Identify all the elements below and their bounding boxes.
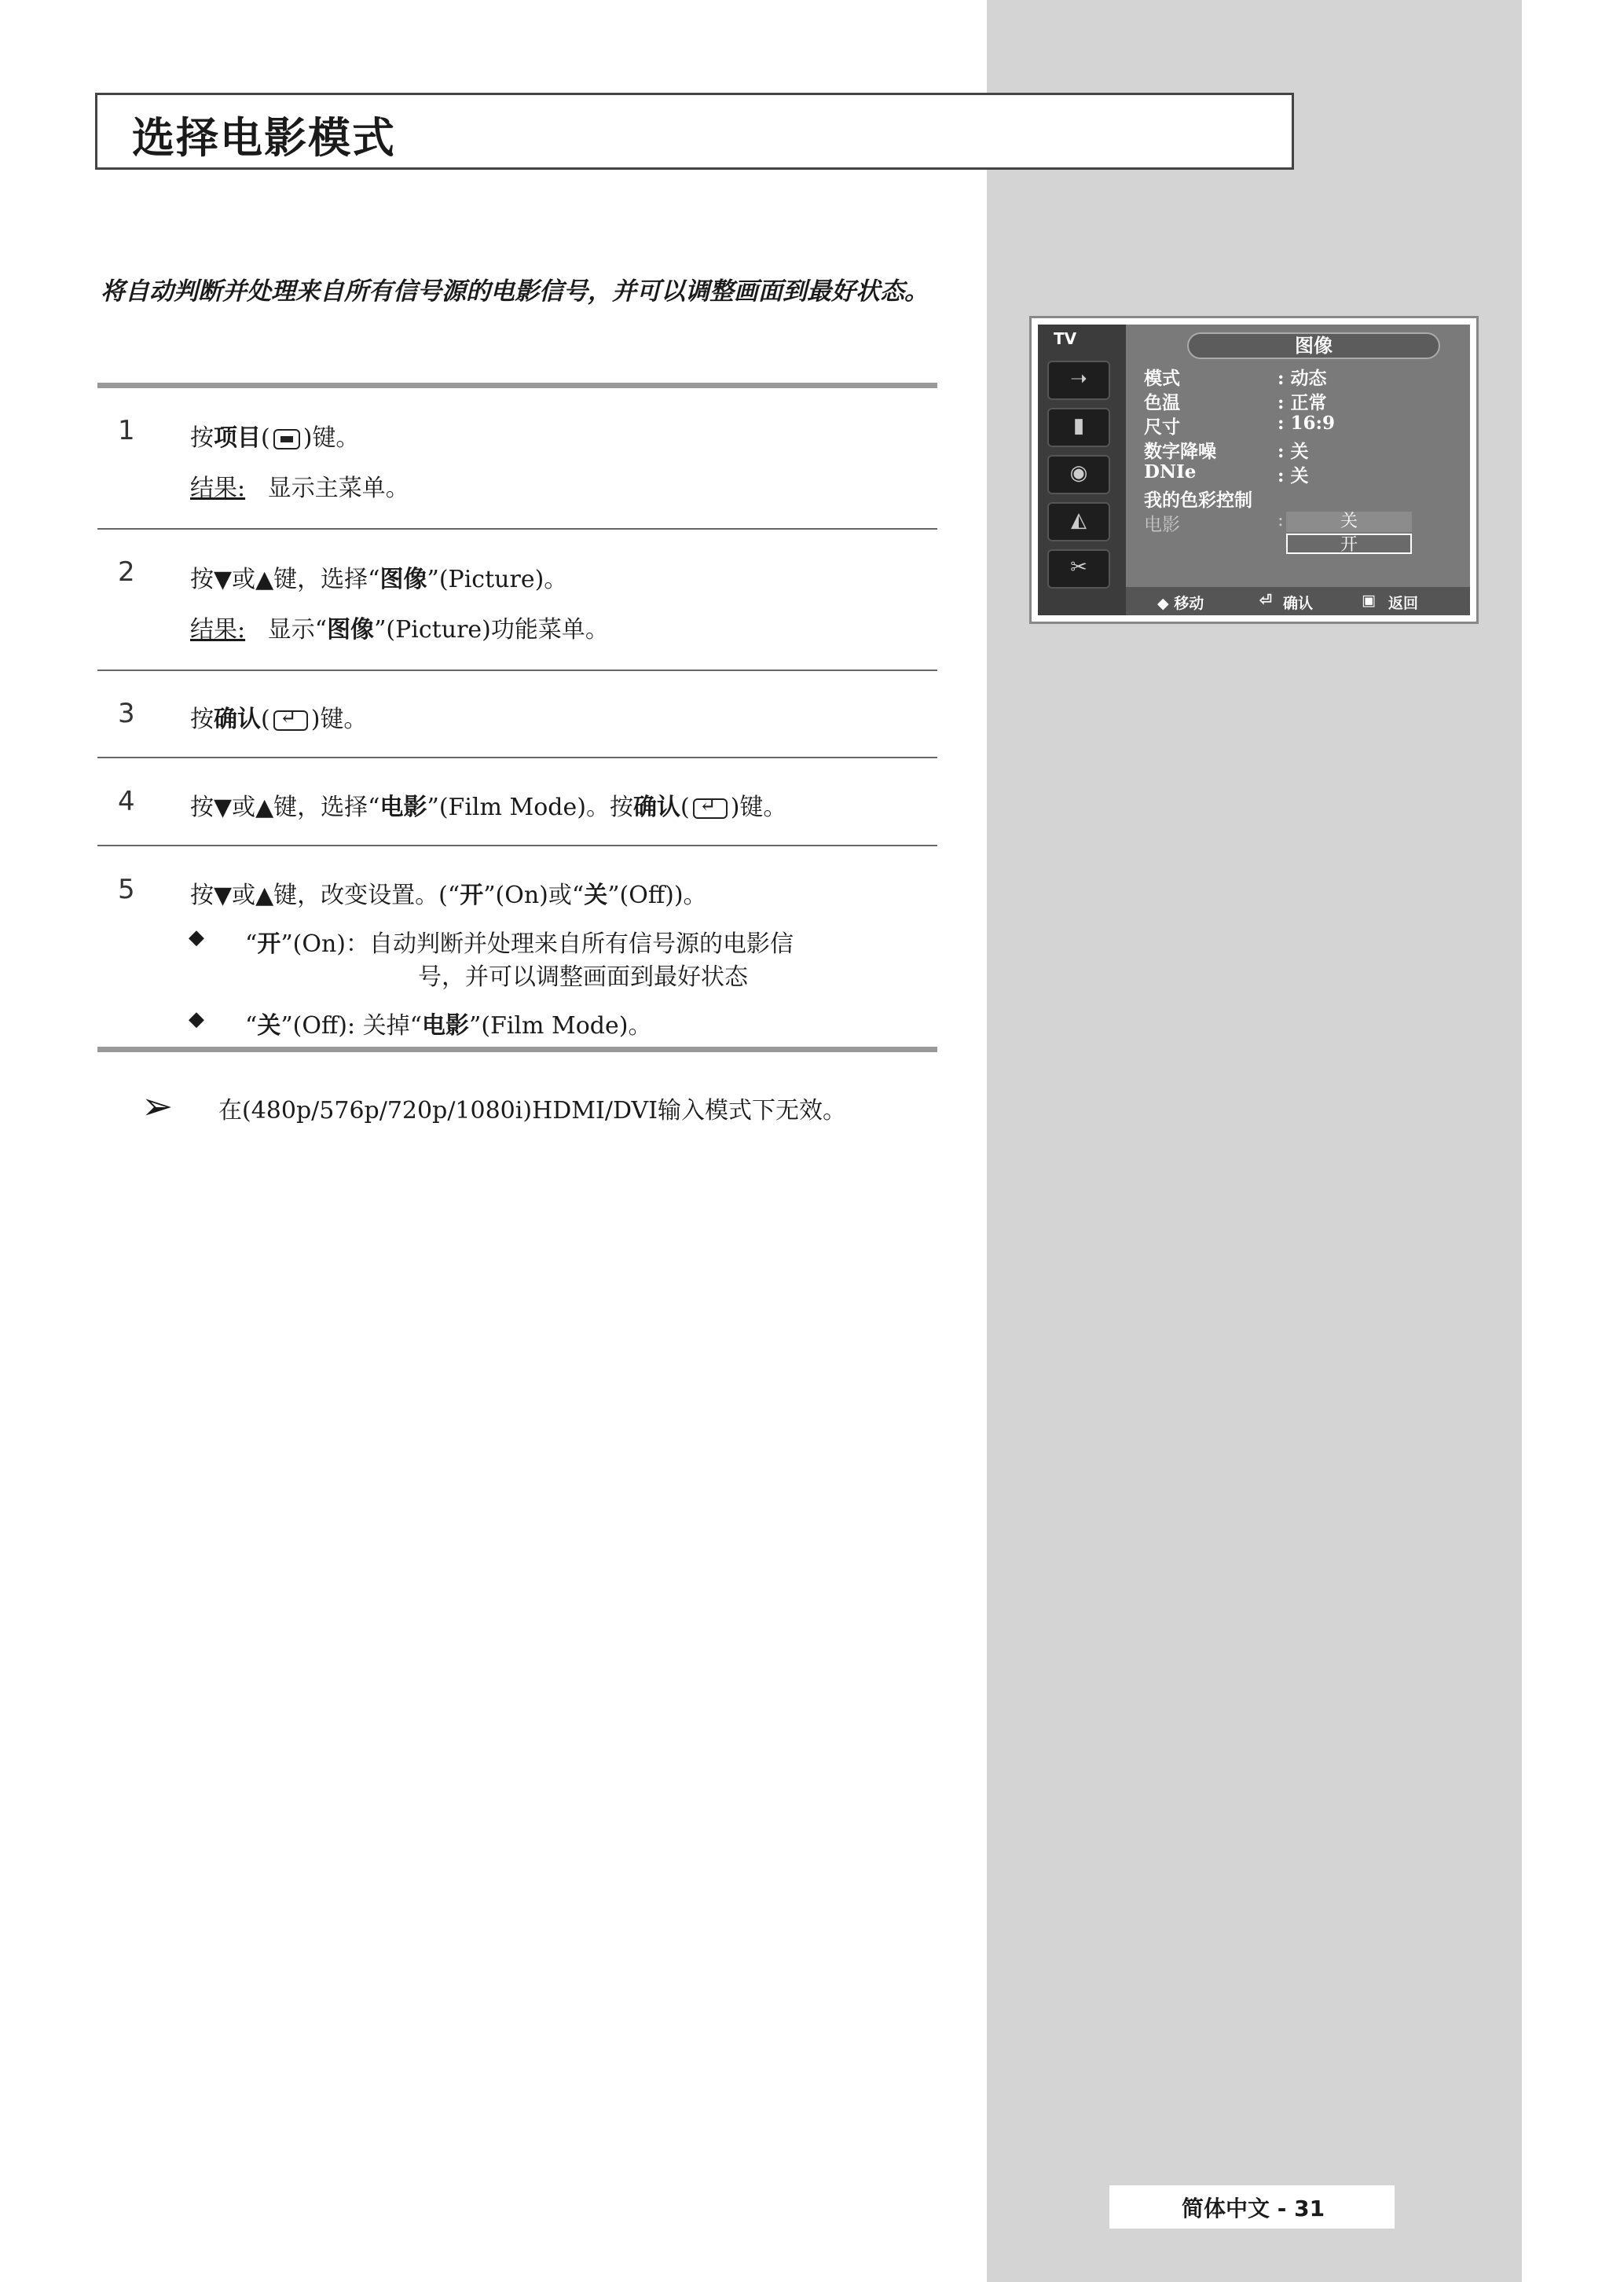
enter-hint: 确认 — [1283, 595, 1314, 612]
divider — [97, 1047, 937, 1052]
step-number: 2 — [118, 556, 135, 588]
step-number: 4 — [118, 786, 135, 817]
divider — [97, 757, 937, 758]
setup-tab-icon: ✂ — [1047, 549, 1110, 589]
step-3-text: 按确认(↵ )键。 — [190, 699, 367, 734]
picture-tab-icon: ▮ — [1047, 408, 1110, 447]
footer-box — [1109, 2185, 1395, 2229]
enter-key-icon — [693, 798, 728, 819]
tv-menu-row: DNIe : 关 — [1144, 461, 1309, 486]
menu-key-icon — [273, 429, 300, 449]
tv-menu-bottom-bar — [1126, 587, 1470, 615]
divider — [97, 528, 937, 530]
tv-menu-tabs — [1038, 325, 1126, 615]
channel-tab-icon: ◭ — [1047, 502, 1110, 541]
tv-menu-screenshot — [1029, 316, 1479, 624]
divider — [97, 670, 937, 671]
bullet-on-text-line2: 号，并可以调整画面到最好状态 — [418, 963, 748, 991]
bullet-icon: ◆ — [189, 926, 204, 949]
input-tab-icon: ➝ — [1047, 361, 1110, 400]
step-1-result: 结果: 显示主菜单。 — [190, 475, 409, 502]
tv-menu-row: 模式 : 动态 — [1144, 368, 1327, 389]
back-hint: 返回 — [1388, 595, 1419, 612]
page-title: 选择电影模式 — [132, 113, 396, 163]
step-number: 5 — [118, 874, 135, 905]
tv-option-off: 关 — [1286, 512, 1412, 532]
divider — [97, 845, 937, 846]
move-hint: ◆ 移动 — [1157, 595, 1204, 612]
step-2-text: 按▼或▲键，选择“图像”(Picture)。 — [190, 566, 568, 593]
page-margin — [1522, 0, 1624, 2282]
tv-menu-title: 图像 — [1187, 332, 1440, 359]
tv-menu-row: 我的色彩控制 — [1144, 490, 1252, 511]
tv-label: TV — [1054, 329, 1077, 348]
enter-key-icon — [273, 710, 308, 731]
step-4-text: 按▼或▲键，选择“电影”(Film Mode)。按确认(↵ )键。 — [190, 787, 786, 822]
tv-option-on: 开 — [1286, 534, 1412, 554]
enter-hint-icon: ⏎ — [1259, 592, 1272, 609]
bullet-on-text: “开”(On)：自动判断并处理来自所有信号源的电影信 — [245, 930, 794, 958]
tv-menu-row-film: 电影 : — [1144, 510, 1284, 535]
tv-menu-row: 尺寸 : 16:9 — [1144, 413, 1335, 438]
title-box — [95, 93, 1294, 170]
step-1-text: 按项目( )键。 — [190, 424, 360, 452]
bullet-off-text: “关”(Off): 关掉“电影”(Film Mode)。 — [245, 1012, 652, 1040]
step-5-text: 按▼或▲键，改变设置。(“开”(On)或“关”(Off))。 — [190, 882, 707, 909]
tv-menu-row: 数字降噪 : 关 — [1144, 441, 1309, 462]
intro-text: 将自动判断并处理来自所有信号源的电影信号，并可以调整画面到最好状态。 — [101, 277, 929, 306]
tv-menu-row: 色温 : 正常 — [1144, 392, 1327, 413]
page-footer: 简体中文 - 31 — [1182, 2196, 1325, 2221]
note-arrow-icon: ➢ — [141, 1084, 174, 1128]
menu-hint-icon: ▣ — [1362, 592, 1376, 609]
step-number: 1 — [118, 415, 135, 446]
divider — [97, 383, 937, 388]
tv-menu-body — [1038, 325, 1470, 615]
note-text: 在(480p/576p/720p/1080i)HDMI/DVI输入模式下无效。 — [218, 1097, 846, 1124]
step-2-result: 结果: 显示“图像”(Picture)功能菜单。 — [190, 616, 609, 644]
sound-tab-icon: ◉ — [1047, 455, 1110, 494]
step-number: 3 — [118, 698, 135, 729]
bullet-icon: ◆ — [189, 1007, 204, 1031]
